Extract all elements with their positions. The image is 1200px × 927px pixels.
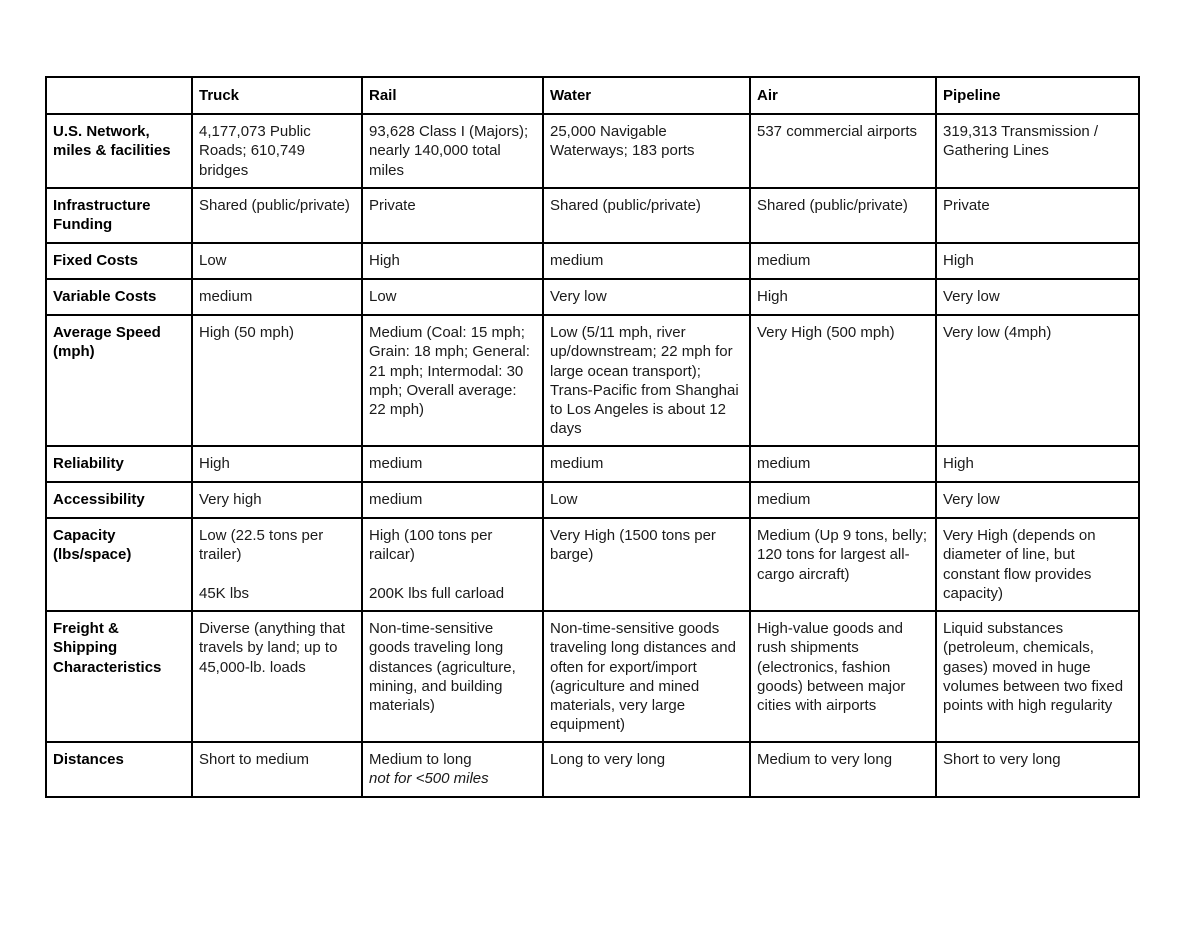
row-header-freight-shipping: Freight & Shipping Characteristics	[46, 611, 192, 742]
table-cell-truck: High (50 mph)	[192, 315, 362, 446]
table-cell-rail: medium	[362, 482, 543, 518]
table-cell-rail: 93,628 Class I (Majors); nearly 140,000 total miles	[362, 114, 543, 188]
table-cell-air: Very High (500 mph)	[750, 315, 936, 446]
capacity-text: Low (22.5 tons per trailer)	[199, 527, 324, 564]
table-cell-truck: 4,177,073 Public Roads; 610,749 bridges	[192, 114, 362, 188]
distance-note: not for <500 miles	[369, 770, 489, 788]
table-cell-pipeline: Short to very long	[936, 742, 1139, 797]
capacity-weight-text: 200K lbs full carload	[369, 584, 505, 602]
capacity-spacer	[369, 565, 536, 584]
table-cell-rail: Low	[362, 279, 543, 315]
table-cell-water: Very low	[543, 279, 750, 315]
table-cell-water: medium	[543, 446, 750, 482]
table-cell-air: Medium to very long	[750, 742, 936, 797]
table-cell-rail: Non-time-sensitive goods traveling long distances (agriculture, mining, and building materials)	[362, 611, 543, 742]
table-cell-pipeline: Very low (4mph)	[936, 315, 1139, 446]
table-cell-truck: medium	[192, 279, 362, 315]
table-cell-pipeline: High	[936, 446, 1139, 482]
table-cell-rail	[362, 518, 543, 611]
table-cell-pipeline: Private	[936, 188, 1139, 243]
table-row	[46, 742, 1139, 797]
table-row	[46, 315, 1139, 446]
table-row	[46, 518, 1139, 611]
table-cell-air: High-value goods and rush shipments (electronics, fashion goods) between major cities with airports	[750, 611, 936, 742]
table-cell-rail	[362, 742, 543, 797]
table-cell-rail: Medium (Coal: 15 mph; Grain: 18 mph; General: 21 mph; Intermodal: 30 mph; Overall average: 22 mph)	[362, 315, 543, 446]
table-cell-water: medium	[543, 243, 750, 279]
table-cell-pipeline: Very low	[936, 279, 1139, 315]
capacity-weight-text: 45K lbs	[199, 584, 250, 602]
row-header-reliability: Reliability	[46, 446, 192, 482]
corner-cell	[46, 77, 192, 114]
table-cell-air: medium	[750, 243, 936, 279]
table-cell-rail: Private	[362, 188, 543, 243]
table-cell-pipeline: 319,313 Transmission / Gathering Lines	[936, 114, 1139, 188]
table-cell-water: 25,000 Navigable Waterways; 183 ports	[543, 114, 750, 188]
row-header-average-speed: Average Speed (mph)	[46, 315, 192, 446]
table-cell-water: Low (5/11 mph, river up/downstream; 22 mph for large ocean transport); Trans-Pacific from Shanghai to Los Angeles is about 12 days	[543, 315, 750, 446]
row-header-distances: Distances	[46, 742, 192, 797]
column-header-pipeline: Pipeline	[936, 77, 1139, 114]
table-cell-truck: Shared (public/private)	[192, 188, 362, 243]
table-cell-pipeline: Liquid substances (petroleum, chemicals, gases) moved in huge volumes between two fixed points with high regularity	[936, 611, 1139, 742]
table-row	[46, 243, 1139, 279]
table-cell-truck	[192, 518, 362, 611]
table-cell-truck: Short to medium	[192, 742, 362, 797]
table-cell-air: Medium (Up 9 tons, belly; 120 tons for largest all-cargo aircraft)	[750, 518, 936, 611]
table-cell-pipeline: High	[936, 243, 1139, 279]
table-cell-water: Low	[543, 482, 750, 518]
table-cell-truck: Low	[192, 243, 362, 279]
table-cell-pipeline: Very low	[936, 482, 1139, 518]
table-cell-water: Non-time-sensitive goods traveling long distances and often for export/import (agriculture and mined materials, very large equipment)	[543, 611, 750, 742]
table-cell-truck: Very high	[192, 482, 362, 518]
table-row	[46, 114, 1139, 188]
table-row	[46, 188, 1139, 243]
table-cell-pipeline: Very High (depends on diameter of line, but constant flow provides capacity)	[936, 518, 1139, 611]
column-header-air: Air	[750, 77, 936, 114]
table-cell-air: medium	[750, 482, 936, 518]
table-cell-truck: Diverse (anything that travels by land; up to 45,000-lb. loads	[192, 611, 362, 742]
table-row	[46, 611, 1139, 742]
row-header-fixed-costs: Fixed Costs	[46, 243, 192, 279]
column-header-rail: Rail	[362, 77, 543, 114]
row-header-capacity: Capacity (lbs/space)	[46, 518, 192, 611]
row-header-infrastructure-funding: Infrastructure Funding	[46, 188, 192, 243]
table-cell-water: Shared (public/private)	[543, 188, 750, 243]
header-row	[46, 77, 1139, 114]
column-header-truck: Truck	[192, 77, 362, 114]
table-cell-air: High	[750, 279, 936, 315]
table-cell-truck: High	[192, 446, 362, 482]
table-cell-rail: High	[362, 243, 543, 279]
row-header-accessibility: Accessibility	[46, 482, 192, 518]
row-header-variable-costs: Variable Costs	[46, 279, 192, 315]
table-cell-water: Very High (1500 tons per barge)	[543, 518, 750, 611]
table-row	[46, 446, 1139, 482]
mode-comparison-sheet	[45, 76, 1138, 798]
column-header-water: Water	[543, 77, 750, 114]
capacity-spacer	[199, 565, 355, 584]
distance-text: Medium to long	[369, 751, 472, 768]
table-cell-air: 537 commercial airports	[750, 114, 936, 188]
capacity-text: High (100 tons per railcar)	[369, 527, 493, 564]
table-cell-water: Long to very long	[543, 742, 750, 797]
row-header-us-network: U.S. Network, miles & facilities	[46, 114, 192, 188]
table-row	[46, 279, 1139, 315]
table-cell-air: Shared (public/private)	[750, 188, 936, 243]
transport-mode-comparison-table	[45, 76, 1140, 798]
table-row	[46, 482, 1139, 518]
table-cell-air: medium	[750, 446, 936, 482]
table-cell-rail: medium	[362, 446, 543, 482]
